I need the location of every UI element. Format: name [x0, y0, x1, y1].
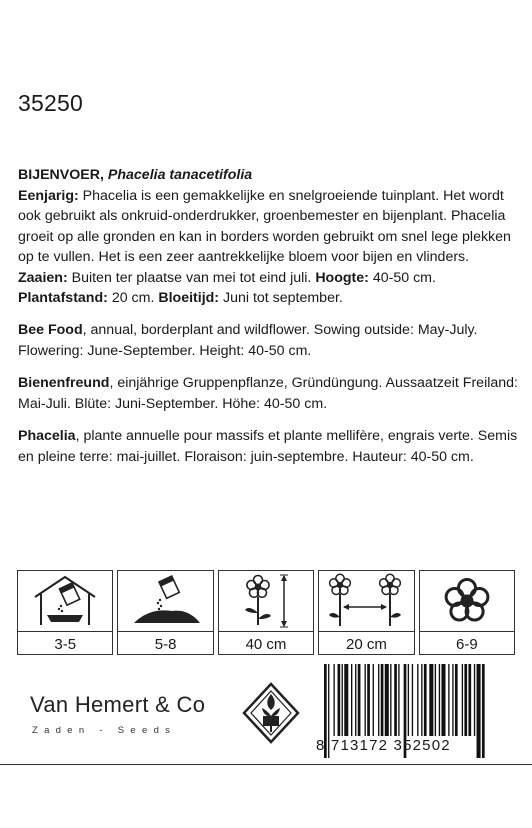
plant-height-label: 40 cm — [245, 635, 287, 653]
dutch-text-4: 20 cm. — [107, 290, 159, 306]
indoor-sowing-icon — [25, 573, 105, 629]
plant-spacing-label: 20 cm — [345, 635, 387, 653]
barcode-number: 8 713172 352502 — [316, 737, 451, 754]
outdoor-sowing-label: 5-8 — [154, 635, 177, 653]
icon-box-outdoor-sowing — [117, 570, 213, 655]
plant-height-icon — [226, 573, 306, 629]
dutch-text-1: Phacelia is een gemakkelijke en snelgroeiende tuinplant. Het wordt ook gebruikt als onkruid-onderdrukker, groenbemester en bijenplant. Phacelia groeit op alle gronden en kan in borders worden gebruikt om snel lege plekken op te vullen. Het is een zeer aantrekkelijke bloem voor bijen en vlinders. — [18, 187, 511, 265]
indoor-sowing-label: 3-5 — [54, 635, 77, 653]
outdoor-sowing-icon — [126, 573, 206, 629]
brand-name: Van Hemert & Co — [30, 692, 206, 717]
german-text: , einjährige Gruppenpflanze, Gründüngung. Aussaatzeit Freiland: Mai-Juli. Blüte: Juni-September. Höhe: 40-50 cm. — [18, 375, 518, 412]
product-code: 35250 — [18, 90, 83, 116]
icon-box-plant-spacing — [318, 570, 414, 655]
plant-spacing-icon — [322, 573, 410, 629]
cultivation-icons — [17, 570, 515, 655]
english-text: , annual, borderplant and wildflower. Sowing outside: May-July. Flowering: June-September. Height: 40-50 cm. — [18, 322, 478, 359]
english-label: Bee Food — [18, 322, 83, 338]
german-description — [18, 373, 518, 414]
label-eenjarig: Eenjarig: — [18, 187, 79, 204]
icon-box-plant-height — [218, 570, 314, 655]
french-text: , plante annuelle pour massifs et plante mellifère, engrais verte. Semis en pleine terre: mai-juillet. Floraison: juin-septembre. Hauteur: 40-50 cm. — [18, 428, 518, 465]
german-label: Bienenfreund — [18, 375, 110, 391]
dutch-title-latin: Phacelia tanacetifolia — [107, 167, 253, 183]
bottom-divider — [0, 764, 532, 765]
icon-box-flowering — [419, 570, 515, 655]
french-description — [18, 426, 518, 467]
brand-logo — [30, 680, 300, 750]
dutch-text-2: Buiten ter plaatse van mei tot eind juli. — [67, 269, 316, 286]
dutch-description — [18, 165, 518, 309]
french-label: Phacelia — [18, 428, 76, 444]
dutch-title-name: BIJENVOER, — [18, 167, 104, 183]
label-plantafstand: Plantafstand: — [18, 290, 108, 306]
dutch-text-5: Juni tot september. — [219, 290, 343, 306]
dutch-text-3: 40-50 cm. — [368, 269, 436, 286]
flowering-label: 6-9 — [455, 635, 478, 653]
label-hoogte: Hoogte: — [315, 269, 369, 286]
label-bloeitijd: Bloeitijd: — [158, 290, 220, 306]
brand-emblem-icon — [242, 682, 300, 744]
english-description — [18, 320, 518, 361]
icon-box-indoor-sowing — [17, 570, 113, 655]
flowering-icon — [427, 573, 507, 629]
brand-tagline: Zaden - Seeds — [32, 725, 177, 736]
label-zaaien: Zaaien: — [18, 269, 68, 286]
